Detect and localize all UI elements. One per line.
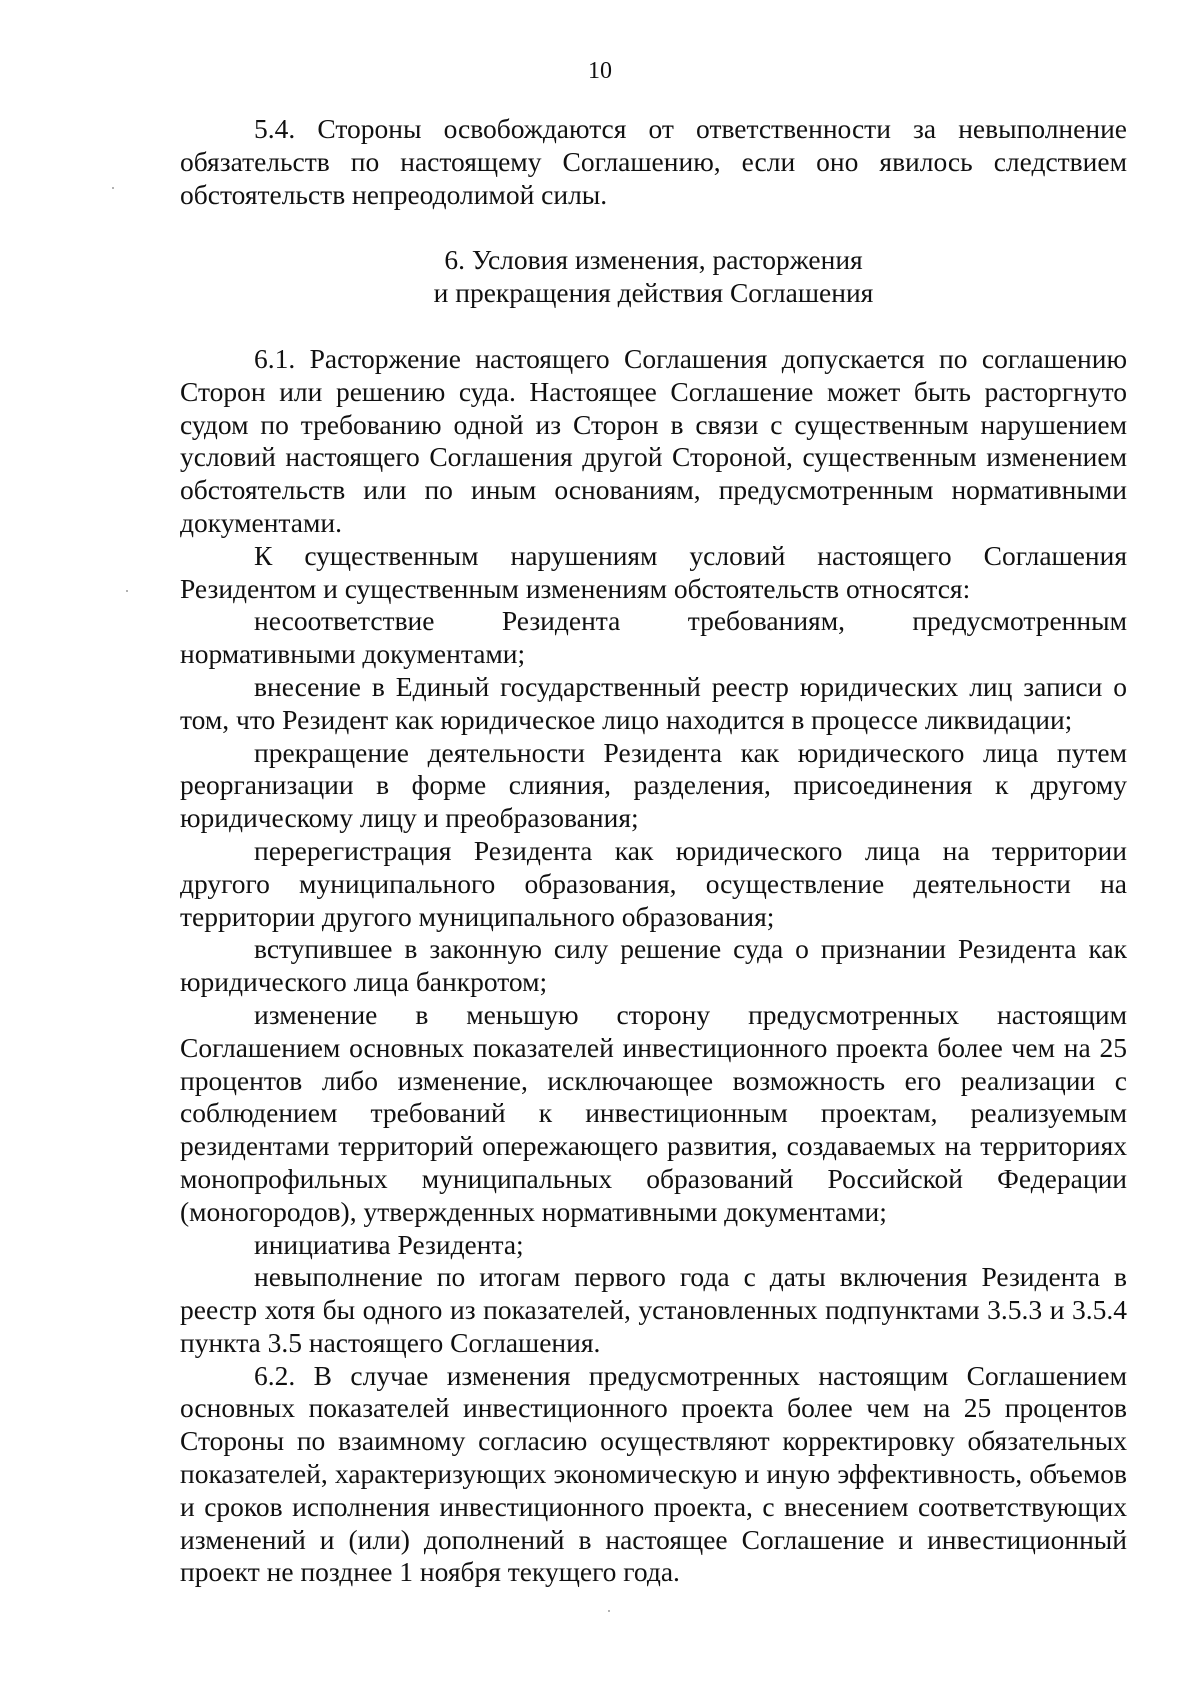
section-heading-line-2: и прекращения действия Соглашения xyxy=(433,277,874,309)
paragraph-6-2: 6.2. В случае изменения предусмотренных настоящим Соглашением основных показателей инвестиционного проекта более чем на 25 процентов Стороны по взаимному согласию осуществляют корректировку обязательных показателей, характеризующих экономическую и иную эффективность, объемов и сроков исполнения инвестиционного проекта, с внесением соответствующих изменений и (или) дополнений в настоящее Соглашение и инвестиционный проект не позднее 1 ноября текущего года. xyxy=(180,1359,1127,1588)
section-heading-line-1: 6. Условия изменения, расторжения xyxy=(444,244,863,276)
list-item-1: несоответствие Резидента требованиям, предусмотренным нормативными документами; xyxy=(180,605,1127,670)
list-item-4: перерегистрация Резидента как юридического лица на территории другого муниципального образования, осуществление деятельности на территории другого муниципального образования; xyxy=(180,834,1127,932)
document-body xyxy=(180,113,1127,1589)
list-item-7: инициатива Резидента; xyxy=(254,1228,524,1260)
paragraph-6-1: 6.1. Расторжение настоящего Соглашения допускается по соглашению Сторон или решению суда. Настоящее Соглашение может быть расторгнуто судом по требованию одной из Сторон в связи с существенным нарушением условий настоящего Соглашения другой Стороной, существенным изменением обстоятельств или по иным основаниям, предусмотренным нормативными документами. xyxy=(180,342,1127,538)
list-item-5: вступившее в законную силу решение суда о признании Резидента как юридического лица банкротом; xyxy=(180,933,1127,998)
scan-speck xyxy=(608,1610,610,1612)
scan-speck xyxy=(112,187,114,189)
paragraph-violations-intro: К существенным нарушениям условий настоящего Соглашения Резидентом и существенным изменениям обстоятельств относятся: xyxy=(180,539,1127,604)
list-item-8: невыполнение по итогам первого года с даты включения Резидента в реестр хотя бы одного из показателей, установленных подпунктами 3.5.3 и 3.5.4 пункта 3.5 настоящего Соглашения. xyxy=(180,1261,1127,1358)
scan-speck xyxy=(126,590,128,592)
paragraph-5-4: 5.4. Стороны освобождаются от ответственности за невыполнение обязательств по настоящему Соглашению, если оно явилось следствием обстоятельств непреодолимой силы. xyxy=(180,113,1127,210)
list-item-6: изменение в меньшую сторону предусмотренных настоящим Соглашением основных показателей инвестиционного проекта более чем на 25 процентов либо изменение, исключающее возможность его реализации с соблюдением требований к инвестиционным проектам, реализуемым резидентами территорий опережающего развития, создаваемых на территориях монопрофильных муниципальных образований Российской Федерации (моногородов), утвержденных нормативными документами; xyxy=(180,998,1127,1227)
list-item-2: внесение в Единый государственный реестр юридических лиц записи о том, что Резидент как юридическое лицо находится в процессе ликвидации; xyxy=(180,670,1127,735)
page-number: 10 xyxy=(588,58,612,84)
list-item-3: прекращение деятельности Резидента как юридического лица путем реорганизации в форме слияния, разделения, присоединения к другому юридическому лицу и преобразования; xyxy=(180,736,1127,834)
